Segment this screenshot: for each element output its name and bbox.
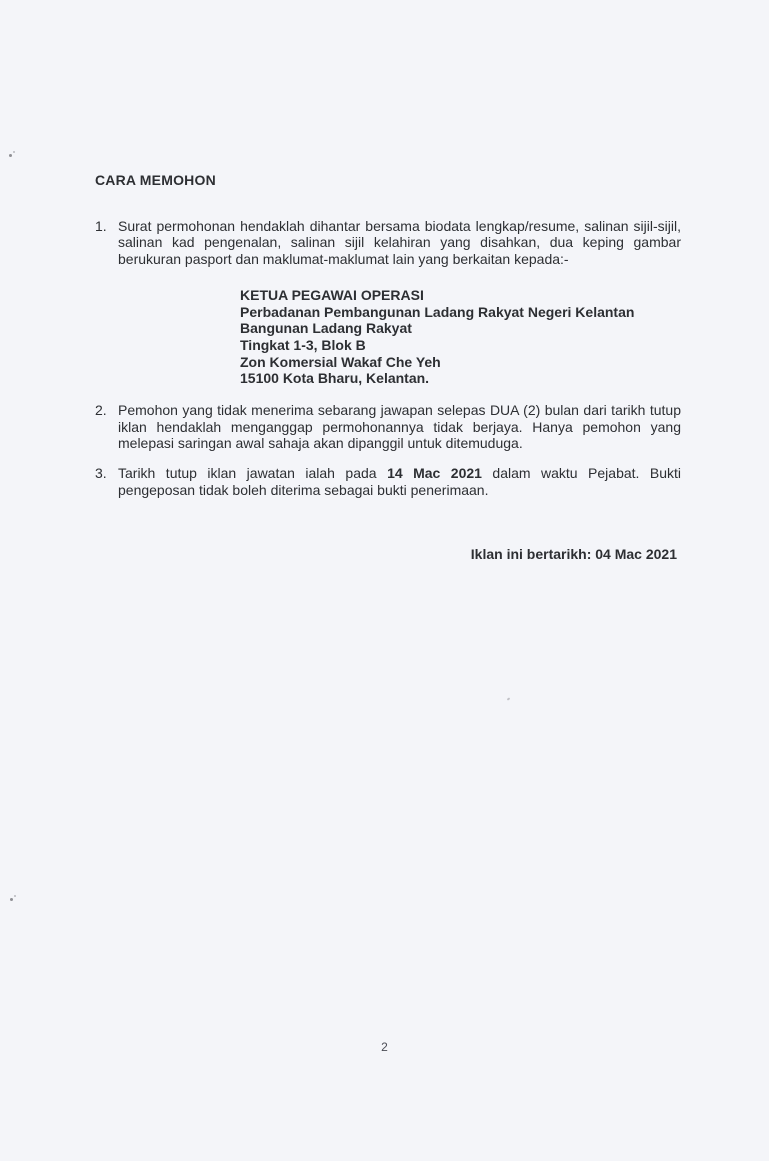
address-line-title: KETUA PEGAWAI OPERASI	[240, 286, 424, 303]
list-item-2	[95, 402, 681, 452]
list-item-number: 2.	[95, 402, 107, 419]
address-line-city: 15100 Kota Bharu, Kelantan.	[240, 370, 430, 387]
closing-date-text-before: Tarikh tutup iklan jawatan ialah pada	[118, 465, 377, 482]
document-page	[95, 172, 681, 562]
address-line-zone: Zon Komersial Wakaf Che Yeh	[240, 353, 441, 370]
list-item-text: Pemohon yang tidak menerima sebarang jawapan selepas DUA (2) bulan dari tarikh tutup iklan hendaklah menganggap permohonannya tidak berjaya. Hanya pemohon yang melepasi saringan awal sahaja akan dipanggil untuk ditemuduga.	[118, 402, 681, 452]
scan-speck	[14, 895, 16, 897]
closing-date-value: 14 Mac 2021	[387, 465, 482, 482]
list-item-1	[95, 218, 681, 268]
scan-speck	[13, 151, 15, 153]
scan-speck	[10, 898, 13, 901]
scan-speck	[507, 697, 511, 700]
list-item-number: 1.	[95, 217, 107, 234]
recipient-address-block	[240, 287, 681, 387]
address-line-floor: Tingkat 1-3, Blok B	[240, 336, 366, 353]
page-number: 2	[381, 1040, 388, 1054]
list-item-number: 3.	[95, 465, 107, 482]
advert-dated-line: Iklan ini bertarikh: 04 Mac 2021	[470, 545, 677, 562]
address-line-building: Bangunan Ladang Rakyat	[240, 320, 412, 337]
closing-date-text-after: dalam waktu Pejabat. Bukti pengeposan tidak boleh diterima sebagai bukti penerimaan.	[118, 465, 682, 498]
address-line-organization: Perbadanan Pembangunan Ladang Rakyat Negeri Kelantan	[240, 303, 635, 320]
scan-speck	[9, 154, 12, 157]
list-item-3	[95, 465, 681, 498]
list-item-text	[118, 465, 681, 498]
list-item-text: Surat permohonan hendaklah dihantar bersama biodata lengkap/resume, salinan sijil-sijil, salinan kad pengenalan, salinan sijil kelahiran yang disahkan, dua keping gambar berukuran pasport dan maklumat-maklumat lain yang berkaitan kepada:-	[118, 217, 681, 268]
section-heading: CARA MEMOHON	[95, 172, 216, 188]
